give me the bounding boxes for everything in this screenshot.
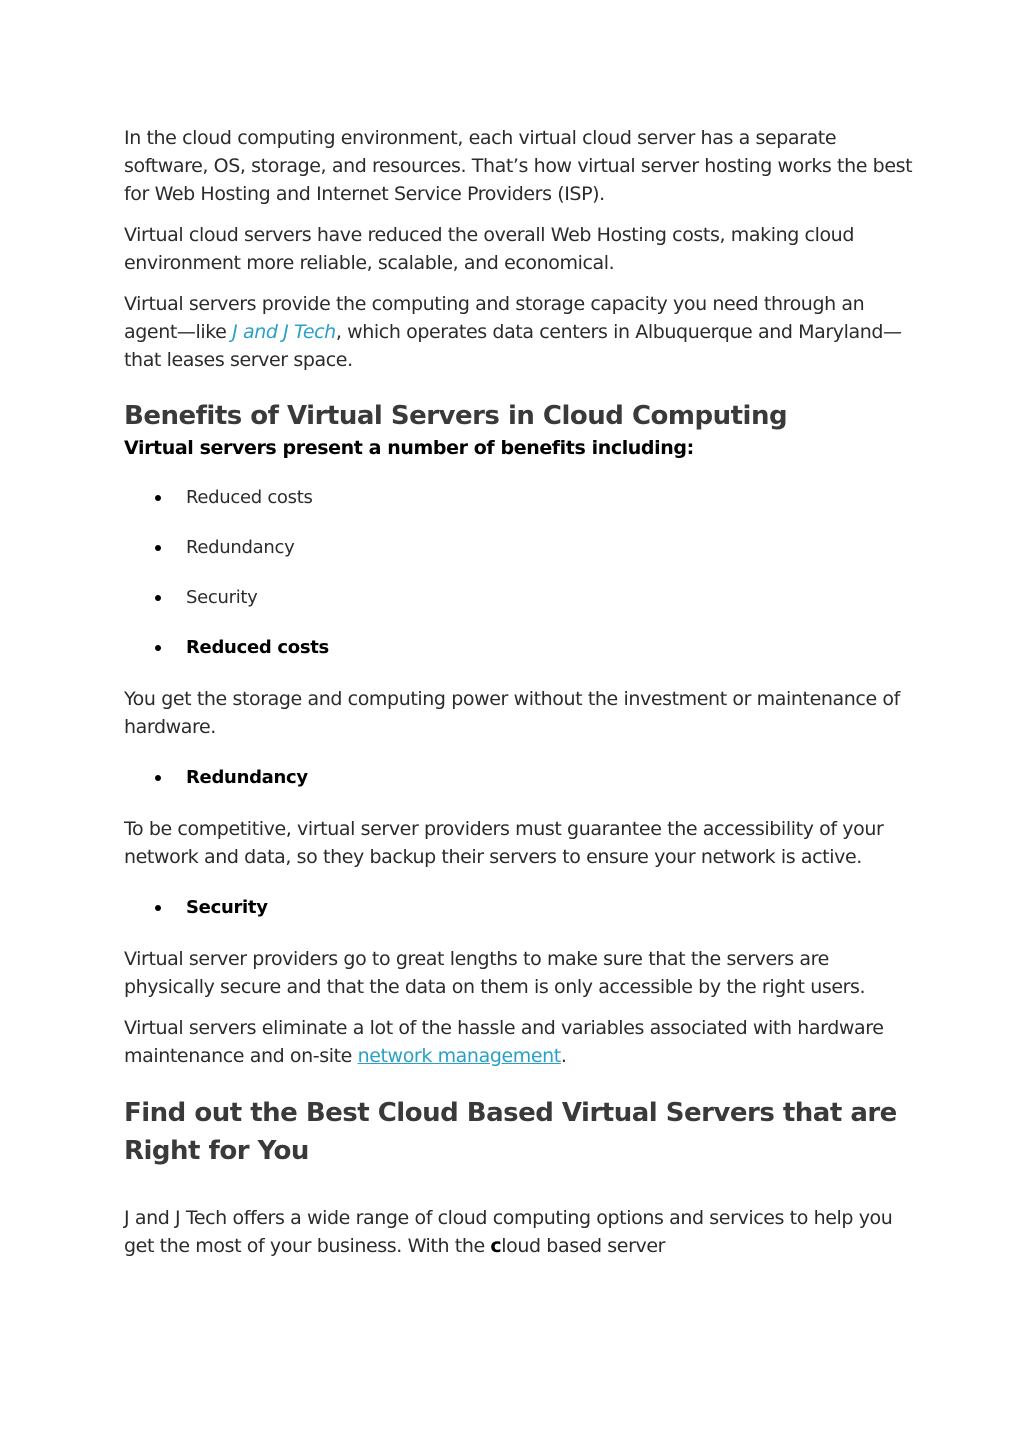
bullet-icon — [155, 905, 161, 911]
bullet-icon — [155, 545, 161, 551]
find-text-before: J and J Tech offers a wide range of cloud computing options and services to help you get the most of your business. With the — [124, 1207, 893, 1257]
closing-paragraph — [124, 1014, 914, 1070]
benefits-subheading: Virtual servers present a number of benefits including: — [124, 437, 694, 459]
j-and-j-tech-link[interactable]: J and J Tech — [232, 321, 336, 343]
list-item — [124, 484, 914, 512]
security-title-label: Security — [186, 897, 268, 918]
benefits-list — [124, 484, 914, 612]
redundancy-section — [124, 764, 914, 792]
reduced-costs-section — [124, 634, 914, 662]
list-item-label: Reduced costs — [186, 487, 313, 508]
bullet-icon — [155, 775, 161, 781]
redundancy-text: To be competitive, virtual server providers must guarantee the accessibility of your network and data, so they backup their servers to ensure your network is active. — [124, 818, 884, 868]
document-page — [124, 124, 914, 1260]
bullet-icon — [155, 595, 161, 601]
network-management-link[interactable]: network management — [357, 1045, 561, 1067]
list-item-label: Redundancy — [186, 537, 295, 558]
security-text: Virtual server providers go to great lengths to make sure that the servers are physically secure and that the data on them is only accessible by the right users. — [124, 948, 866, 998]
find-text-bold: c — [490, 1235, 502, 1257]
list-item-label: Security — [186, 587, 258, 608]
bullet-icon — [155, 645, 161, 651]
closing-text-before: Virtual servers eliminate a lot of the hassle and variables associated with hardware maintenance and on-site — [124, 1017, 884, 1067]
intro-paragraph-3-text-before: Virtual servers provide the computing and storage capacity you need through an agent—like — [124, 293, 865, 343]
bullet-icon — [155, 495, 161, 501]
find-paragraph — [124, 1204, 914, 1260]
redundancy-title-label: Redundancy — [186, 767, 308, 788]
reduced-costs-title — [124, 634, 914, 662]
reduced-costs-title-label: Reduced costs — [186, 637, 329, 658]
find-text-after: loud based server — [501, 1235, 666, 1257]
intro-paragraph-3-text-after: , which operates data centers in Albuquerque and Maryland—that leases server space. — [124, 321, 902, 371]
find-heading: Find out the Best Cloud Based Virtual Servers that are Right for You — [124, 1098, 897, 1166]
redundancy-title — [124, 764, 914, 792]
closing-text-after: . — [560, 1045, 567, 1067]
reduced-costs-text: You get the storage and computing power without the investment or maintenance of hardware. — [124, 688, 900, 738]
intro-paragraph-1: In the cloud computing environment, each virtual cloud server has a separate software, OS, storage, and resources. That’s how virtual server hosting works the best for Web Hosting and Internet Service Providers (ISP). — [124, 127, 913, 205]
intro-paragraph-3 — [124, 290, 914, 374]
list-item — [124, 584, 914, 612]
intro-paragraph-2: Virtual cloud servers have reduced the overall Web Hosting costs, making cloud environment more reliable, scalable, and economical. — [124, 224, 854, 274]
list-item — [124, 534, 914, 562]
benefits-heading: Benefits of Virtual Servers in Cloud Computing — [124, 401, 788, 431]
security-section — [124, 894, 914, 922]
security-title — [124, 894, 914, 922]
